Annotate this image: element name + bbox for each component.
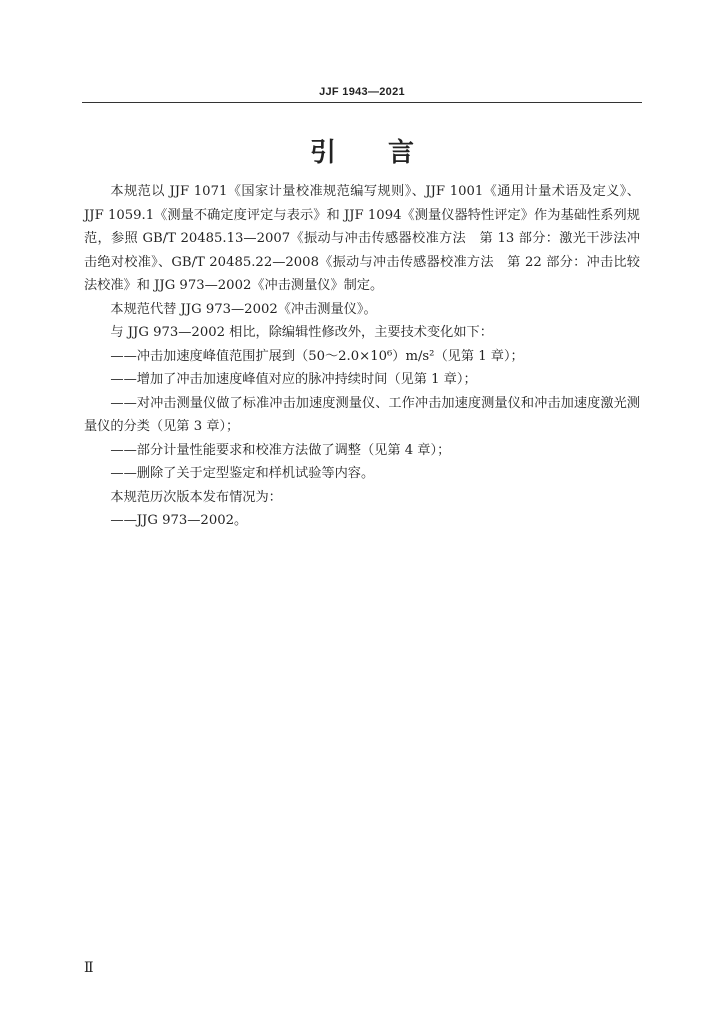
change-item: ——增加了冲击加速度峰值对应的脉冲持续时间（见第 1 章）； bbox=[110, 372, 477, 387]
paragraph-replaces: 本规范代替 JJG 973—2002《冲击测量仪》。 bbox=[110, 301, 377, 317]
standard-code-header: JJF 1943—2021 bbox=[319, 86, 405, 98]
change-item: ——对冲击测量仪做了标准冲击加速度测量仪、工作冲击加速度测量仪和冲击加速度激光测量仪的分类（见第 3 章）； bbox=[84, 395, 640, 434]
paragraph-basis: 本规范以 JJF 1071《国家计量校准规范编写规则》、JJF 1001《通用计量术语及定义》、JJF 1059.1《测量不确定度评定与表示》和 JJF 1094《测量仪器特性评定》作为基础性系列规范，参照 GB/T 20485.13—2007《振动与冲击传感器校准方法 第 13 部分：激光干涉法冲击绝对校准》、GB/T 20485.22—2008《振动与冲击传感器校准方法 第 22 部分：冲击比较法校准》和 JJG 973—2002《冲击测量仪》制定。 bbox=[84, 184, 640, 293]
change-item: ——删除了关于定型鉴定和样机试验等内容。 bbox=[110, 466, 375, 481]
body-text bbox=[84, 180, 640, 533]
page-title: 引言 bbox=[309, 138, 466, 168]
change-item: ——部分计量性能要求和校准方法做了调整（见第 4 章）； bbox=[110, 442, 451, 458]
history-item: ——JJG 973—2002。 bbox=[110, 513, 248, 528]
change-item: ——冲击加速度峰值范围扩展到（50～2.0×10⁶）m/s²（见第 1 章）； bbox=[110, 348, 524, 364]
paragraph-changes-intro: 与 JJG 973—2002 相比，除编辑性修改外，主要技术变化如下： bbox=[110, 325, 493, 340]
header-divider bbox=[82, 102, 642, 103]
paragraph-history-intro: 本规范历次版本发布情况为： bbox=[110, 489, 282, 505]
page-number: Ⅱ bbox=[84, 960, 94, 976]
